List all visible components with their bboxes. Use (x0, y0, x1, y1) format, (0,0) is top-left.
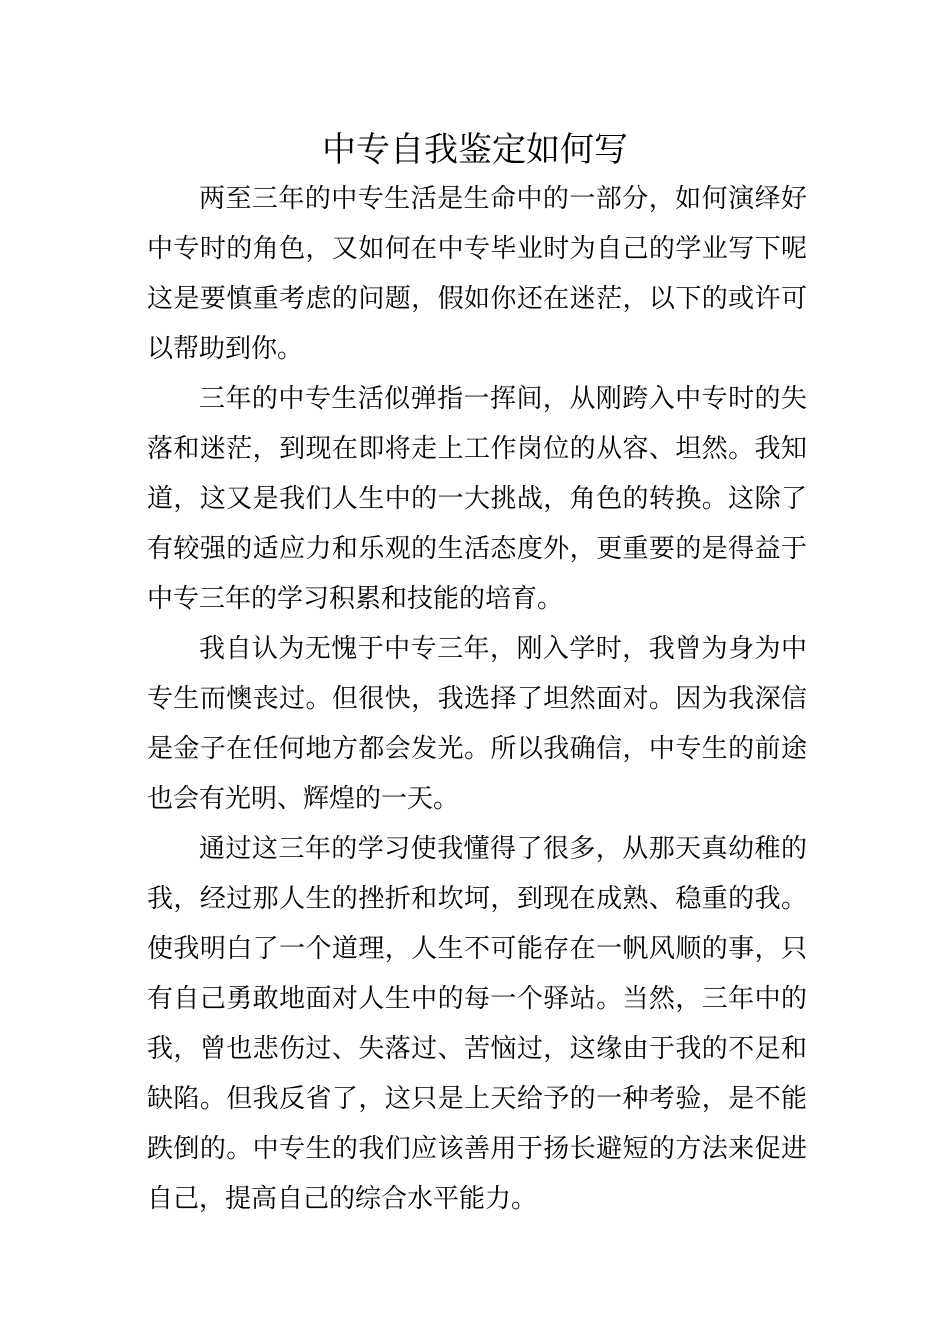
paragraph-3: 我自认为无愧于中专三年，刚入学时，我曾为身为中专生而懊丧过。但很快，我选择了坦然面对。因为我深信是金子在任何地方都会发光。所以我确信，中专生的前途也会有光明、辉煌的一天。 (147, 634, 807, 814)
paragraph-4: 通过这三年的学习使我懂得了很多，从那天真幼稚的我，经过那人生的挫折和坎坷，到现在成熟、稳重的我。使我明白了一个道理，人生不可能存在一帆风顺的事，只有自己勇敢地面对人生中的每一个驿站。当然，三年中的我，曾也悲伤过、失落过、苦恼过，这缘由于我的不足和缺陷。但我反省了，这只是上天给予的一种考验，是不能跌倒的。中专生的我们应该善用于扬长避短的方法来促进自己，提高自己的综合水平能力。 (147, 834, 807, 1214)
document-body (147, 174, 807, 1224)
paragraph-2: 三年的中专生活似弹指一挥间，从刚跨入中专时的失落和迷茫，到现在即将走上工作岗位的从容、坦然。我知道，这又是我们人生中的一大挑战，角色的转换。这除了有较强的适应力和乐观的生活态度外，更重要的是得益于中专三年的学习积累和技能的培育。 (147, 384, 807, 614)
document-title: 中专自我鉴定如何写 (322, 130, 628, 170)
paragraph-1: 两至三年的中专生活是生命中的一部分，如何演绎好中专时的角色，又如何在中专毕业时为自己的学业写下呢这是要慎重考虑的问题，假如你还在迷茫，以下的或许可以帮助到你。 (147, 184, 807, 364)
